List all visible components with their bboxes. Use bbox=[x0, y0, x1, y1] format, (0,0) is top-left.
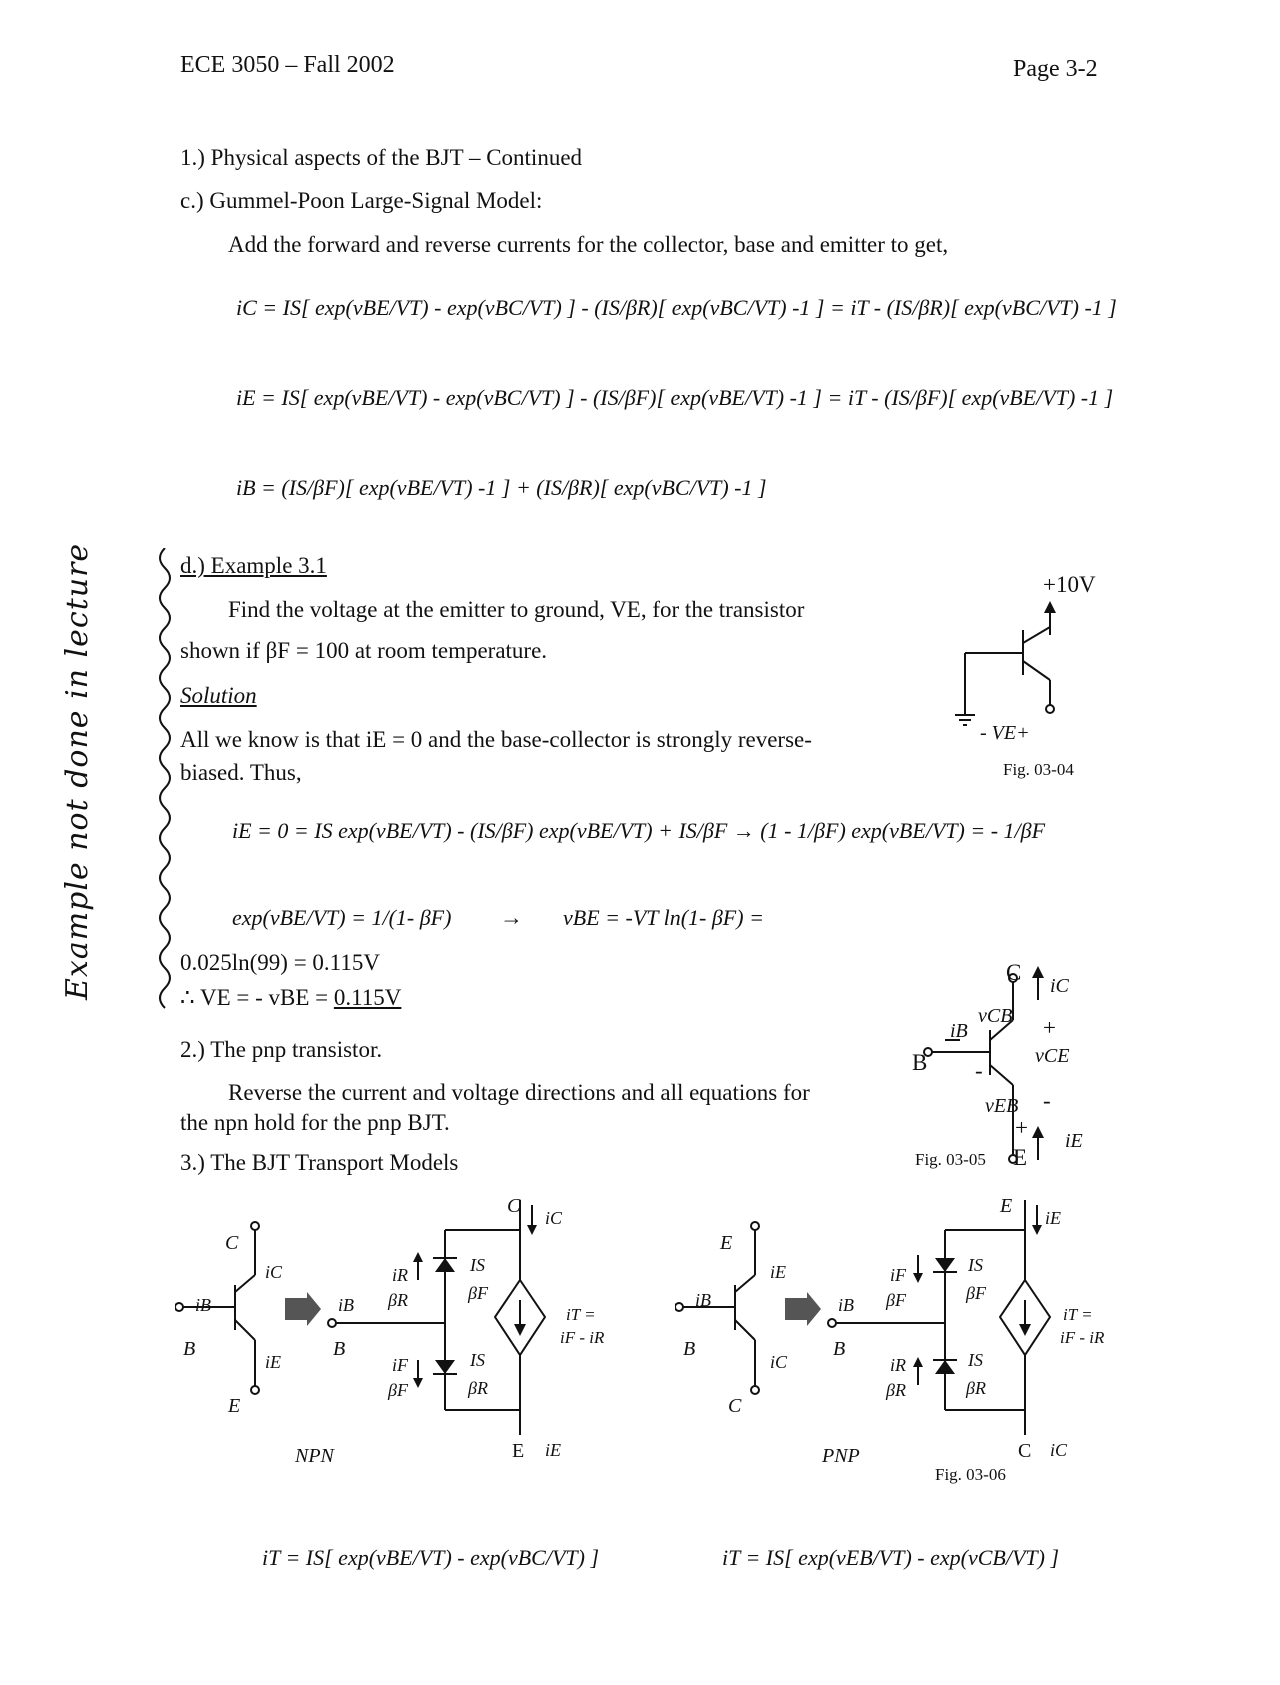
npn-model-b: B bbox=[333, 1338, 346, 1360]
pnp-it-equation: iT = IS[ exp(vEB/VT) - exp(vCB/VT) ] bbox=[722, 1545, 1060, 1570]
solution-line-2: biased. Thus, bbox=[180, 760, 302, 785]
fig-03-04-caption: Fig. 03-04 bbox=[1003, 760, 1074, 779]
example-line-2: shown if βF = 100 at room temperature. bbox=[180, 638, 548, 663]
subsection-c-title: c.) Gummel-Poon Large-Signal Model: bbox=[180, 188, 543, 213]
pnp-ir: iR bbox=[890, 1355, 906, 1375]
example-title: d.) Example 3.1 bbox=[180, 553, 327, 578]
page-number: Page 3-2 bbox=[1013, 56, 1098, 82]
npn-label: NPN bbox=[295, 1445, 334, 1467]
fig-03-05-ie: iE bbox=[1065, 1130, 1083, 1152]
pnp-model-ib: iB bbox=[838, 1295, 854, 1315]
npn-is-bottom: IS bbox=[470, 1350, 485, 1370]
fig-03-05-c: C bbox=[1006, 960, 1022, 985]
npn-c: C bbox=[225, 1232, 239, 1254]
npn-e: E bbox=[228, 1395, 241, 1417]
pnp-it-rhs: iF - iR bbox=[1060, 1328, 1105, 1347]
pnp-is-bottom: IS bbox=[968, 1350, 983, 1370]
section-3-title: 3.) The BJT Transport Models bbox=[180, 1150, 459, 1175]
npn-if: iF bbox=[392, 1355, 408, 1375]
fig-03-05-ic: iC bbox=[1050, 975, 1069, 997]
pnp-c: C bbox=[728, 1395, 742, 1417]
pnp-ie: iE bbox=[770, 1262, 786, 1282]
supply-arrow-icon bbox=[1044, 601, 1056, 613]
pnp-bf-top: βF bbox=[966, 1283, 986, 1303]
section-1-title: 1.) Physical aspects of the BJT – Continued bbox=[180, 145, 583, 170]
section-2-line-2: the npn hold for the pnp BJT. bbox=[180, 1110, 450, 1135]
pnp-e: E bbox=[720, 1232, 733, 1254]
solution-equation-2a: exp(vBE/VT) = 1/(1- βF) bbox=[232, 905, 452, 930]
course-header: ECE 3050 – Fall 2002 bbox=[180, 52, 395, 78]
solution-label: Solution bbox=[180, 683, 257, 708]
solution-answer: 0.115V bbox=[333, 985, 402, 1010]
npn-model-ib: iB bbox=[338, 1295, 354, 1315]
npn-it-rhs: iF - iR bbox=[560, 1328, 605, 1347]
pnp-ib: iB bbox=[695, 1290, 711, 1310]
npn-bf-top: βF bbox=[468, 1283, 488, 1303]
npn-model-c: C bbox=[507, 1195, 521, 1217]
npn-it-label: iT = bbox=[566, 1305, 596, 1324]
pnp-b: B bbox=[683, 1338, 696, 1360]
fig-03-05-plus-bottom: + bbox=[1015, 1115, 1028, 1140]
solution-equation-2b: vBE = -VT ln(1- βF) = bbox=[563, 905, 764, 930]
npn-ib: iB bbox=[195, 1295, 211, 1315]
example-line-1: Find the voltage at the emitter to ground, VE, for the transistor bbox=[228, 597, 805, 622]
fig-03-05-veb: vEB bbox=[985, 1095, 1019, 1117]
ie-arrow-icon bbox=[1032, 1126, 1044, 1138]
solution-equation-4: ∴ VE = - vBE = 0.115V bbox=[180, 985, 402, 1010]
pnp-br-bottom: βR bbox=[966, 1378, 986, 1398]
equation-ic: iC = IS[ exp(vBE/VT) - exp(vBC/VT) ] - (IS/βR)[ exp(vBC/VT) -1 ] = iT - (IS/βR)[ exp(vBC/VT) -1 ] bbox=[236, 295, 1117, 320]
pnp-model-b: B bbox=[833, 1338, 846, 1360]
solution-arrow: → bbox=[500, 905, 523, 930]
fig-03-06-caption: Fig. 03-06 bbox=[935, 1465, 1006, 1484]
npn-ic: iC bbox=[265, 1262, 283, 1282]
fig-03-05-vcb: vCB bbox=[978, 1005, 1013, 1027]
equation-ie: iE = IS[ exp(vBE/VT) - exp(vBC/VT) ] - (IS/βF)[ exp(vBE/VT) -1 ] = iT - (IS/βF)[ exp(vBE/VT) -1 ] bbox=[236, 385, 1114, 410]
pnp-diode-bottom-icon bbox=[935, 1360, 955, 1374]
pnp-equivalence-arrow-icon bbox=[785, 1298, 807, 1320]
subsection-c-intro: Add the forward and reverse currents for the collector, base and emitter to get, bbox=[228, 232, 949, 257]
diode-top-icon bbox=[435, 1258, 455, 1272]
fig-03-05-vce: vCE bbox=[1035, 1045, 1070, 1067]
pnp-model-ic: iC bbox=[1050, 1440, 1068, 1460]
fig-03-05-b: B bbox=[912, 1050, 928, 1075]
solution-equation-3: 0.025ln(99) = 0.115V bbox=[180, 950, 380, 975]
npn-ie: iE bbox=[265, 1352, 281, 1372]
pnp-it-label: iT = bbox=[1063, 1305, 1093, 1324]
pnp-label: PNP bbox=[822, 1445, 860, 1467]
equivalence-arrow-icon bbox=[285, 1298, 307, 1320]
npn-betar: βR bbox=[388, 1290, 408, 1310]
pnp-ic: iC bbox=[770, 1352, 788, 1372]
solution-equation-1: iE = 0 = IS exp(vBE/VT) - (IS/βF) exp(vBE/VT) + IS/βF → (1 - 1/βF) exp(vBE/VT) = - 1/βF bbox=[232, 818, 1046, 843]
npn-ir: iR bbox=[392, 1265, 408, 1285]
npn-br-bottom: βR bbox=[468, 1378, 488, 1398]
npn-model-e: E bbox=[512, 1440, 525, 1462]
pnp-betar: βR bbox=[886, 1380, 906, 1400]
pnp-diode-top-icon bbox=[935, 1258, 955, 1272]
fig-03-04-ve: - VE+ bbox=[980, 722, 1030, 744]
section-2-title: 2.) The pnp transistor. bbox=[180, 1037, 383, 1062]
fig-03-05-plus-top: + bbox=[1043, 1015, 1056, 1040]
equation-ib: iB = (IS/βF)[ exp(vBE/VT) -1 ] + (IS/βR)[ exp(vBC/VT) -1 ] bbox=[236, 475, 767, 500]
npn-b: B bbox=[183, 1338, 196, 1360]
section-2-line-1: Reverse the current and voltage directions and all equations for bbox=[228, 1080, 810, 1105]
margin-bracket bbox=[150, 548, 180, 1018]
npn-it-equation: iT = IS[ exp(vBE/VT) - exp(vBC/VT) ] bbox=[262, 1545, 600, 1570]
npn-model-ie: iE bbox=[545, 1440, 561, 1460]
fig-03-05-minus-left: - bbox=[975, 1058, 983, 1083]
ic-arrow-icon bbox=[1032, 966, 1044, 978]
pnp-if: iF bbox=[890, 1265, 906, 1285]
npn-is-top: IS bbox=[470, 1255, 485, 1275]
fig-03-04-supply: +10V bbox=[1043, 572, 1096, 597]
pnp-model-e: E bbox=[1000, 1195, 1013, 1217]
fig-03-05-ib: iB bbox=[950, 1020, 968, 1042]
pnp-is-top: IS bbox=[968, 1255, 983, 1275]
fig-03-05-minus-right: - bbox=[1043, 1088, 1051, 1113]
solution-line-1: All we know is that iE = 0 and the base-collector is strongly reverse- bbox=[180, 727, 812, 752]
fig-03-05-caption: Fig. 03-05 bbox=[915, 1150, 986, 1169]
npn-model-ic: iC bbox=[545, 1208, 563, 1228]
pnp-model-c: C bbox=[1018, 1440, 1032, 1462]
npn-betaf: βF bbox=[388, 1380, 408, 1400]
pnp-model-ie: iE bbox=[1045, 1208, 1061, 1228]
diode-bottom-icon bbox=[435, 1360, 455, 1374]
margin-note: Example not done in lecture bbox=[60, 542, 95, 1000]
pnp-betaf: βF bbox=[886, 1290, 906, 1310]
fig-03-05-e: E bbox=[1013, 1145, 1028, 1170]
